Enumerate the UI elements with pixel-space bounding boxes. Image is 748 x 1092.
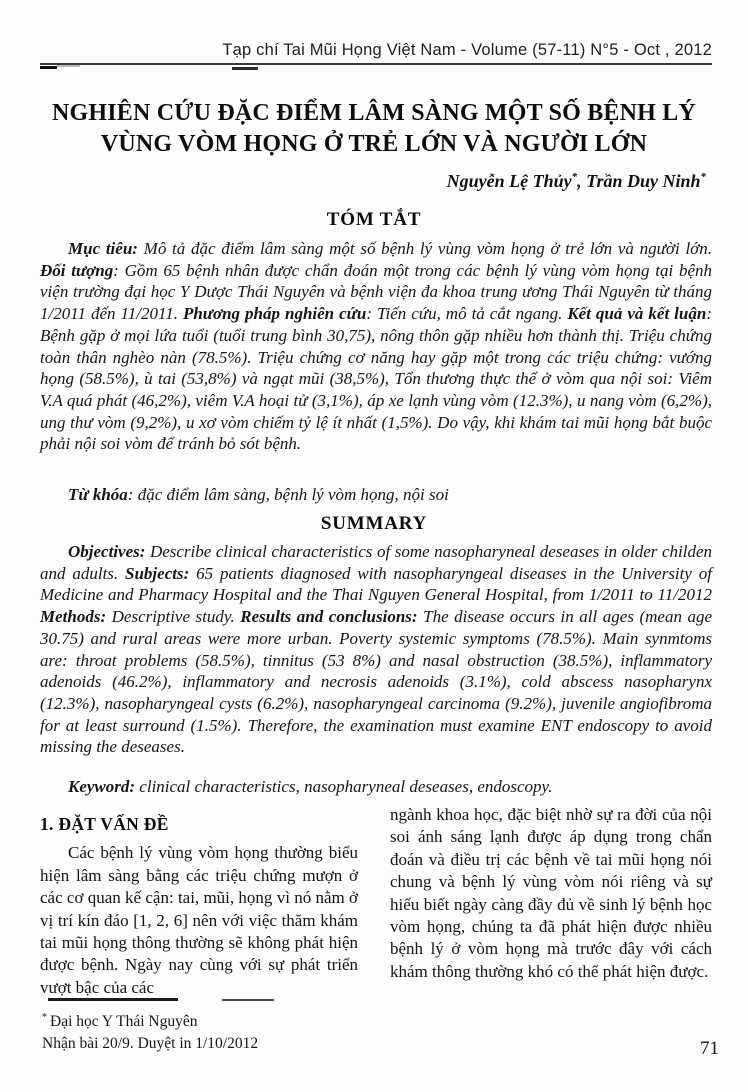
- abstract-paragraph-vi: Mục tiêu: Mô tả đặc điểm lâm sàng một số bệnh lý vùng vòm họng ở trẻ lớn và người lớn. Đối tượng: Gồm 65 bệnh nhân được chẩn đoán một trong các bệnh lý vùng vòm họng tại bệnh viện trường đại học Y Dược Thái Nguyên và bệnh viện đa khoa trung ương Thái Nguyên từ tháng 1/2011 đến 11/2011. Phương pháp nghiên cứu: Tiến cứu, mô tả cắt ngang. Kết quả và kết luận: Bệnh gặp ở mọi lứa tuổi (tuổi trung bình 30,75), nông thôn gặp nhiều hơn thành thị. Triệu chứng toàn thân nghèo nàn (78.5%). Triệu chứng cơ năng hay gặp một trong các triệu chứng: vướng họng (58.5%), ù tai (53,8%) và ngạt mũi (38,5%), Tổn thương thực thể ở vòm qua nội soi: Viêm V.A quá phát (46,2%), viêm V.A hoại tử (3,1%), áp xe lạnh vùng vòm (12.3%), u nang vòm (6,2%), ung thư vòm (9,2%), u xơ vòm chiếm tỷ lệ ít nhất (1,5%). Do vậy, khi khám tai mũi họng bắt buộc phải nội soi vòm để tránh bỏ sót bệnh.: [40, 239, 712, 454]
- footnote-dates: Nhận bài 20/9. Duyệt in 1/10/2012: [42, 1034, 259, 1052]
- abstract-heading-vi: TÓM TẮT: [326, 209, 422, 230]
- page-number: 71: [700, 1038, 719, 1059]
- author-affiliation-mark: *: [571, 171, 578, 183]
- paper-title: [18, 98, 730, 160]
- footnote-affiliation: Đại học Y Thái Nguyên: [50, 1013, 198, 1031]
- intro-paragraph-right: ngành khoa học, đặc biệt nhờ sự ra đời của nội soi ánh sáng lạnh được áp dụng trong chẩn đoán và điều trị các bệnh về tai mũi họng nói chung và bệnh lý vùng vòm nói riêng và sự hiểu biết ngày càng đầy đủ về sinh lý bệnh học vòm họng, chúng ta đã phát hiện được nhiều bệnh lý ở vòm họng mà trước đây với cách khám thông thường khó có thể phát hiện được.: [390, 805, 712, 981]
- keywords-en: Keyword: clinical characteristics, nasopharyneal deseases, endoscopy.: [68, 777, 553, 796]
- abstract-block-en: [40, 541, 712, 758]
- intro-heading: 1. ĐẶT VẤN ĐỀ: [40, 814, 169, 834]
- journal-header: Tạp chí Tai Mũi Họng Việt Nam - Volume (57-11) N°5 - Oct , 2012: [222, 41, 712, 59]
- header-rule-artifact: [40, 66, 57, 69]
- intro-column-right: [390, 804, 712, 999]
- intro-column-left: [40, 804, 358, 999]
- footnote-rule: [222, 999, 274, 1001]
- keywords-vi: Từ khóa: đặc điểm lâm sàng, bệnh lý vòm họng, nội soi: [68, 485, 449, 504]
- keywords-block-en: [40, 776, 712, 798]
- abstract-paragraph-en: Objectives: Describe clinical characteristics of some nasopharyneal deseases in older childen and adults. Subjects: 65 patients diagnosed with nasopharyngeal diseases in the University of Medicine and Pharmacy Hospital and the Thai Nguyen General Hospital, from 1/2011 to 11/2012 Methods: Descriptive study. Results and conclusions: The disease occurs in all ages (mean age 30.75) and rural areas were more urban. Poverty systemic symptoms (78.5%). Main synmtoms are: throat problems (58.5%), tinnitus (53 8%) and nasal obstruction (38.5%), inflammatory adenoids (46.2%), inflammatory and necrosis adenoids (3.1%), cold abscess nasopharynx (12.3%), nasopharyngeal cysts (6.2%), nasopharyngeal carcinoma (9.2%), juvenile angiofibroma for at least surround (1.5%). Therefore, the examination must examine ENT endoscopy to avoid missing the deseases.: [40, 542, 713, 757]
- header-rule-artifact: [57, 65, 80, 67]
- authors-line: [447, 171, 706, 192]
- keywords-block-vi: [40, 484, 712, 506]
- footnote: [42, 1007, 258, 1054]
- author-affiliation-mark: *: [700, 171, 706, 183]
- intro-columns: [40, 804, 712, 999]
- abstract-heading-en: SUMMARY: [320, 513, 428, 534]
- author-name: Nguyễn Lệ Thủy: [446, 171, 572, 191]
- footnote-rule: [48, 998, 178, 1001]
- footnote-affiliation-line: [42, 1007, 258, 1033]
- footnote-mark: *: [42, 1012, 47, 1023]
- intro-paragraph-left: Các bệnh lý vùng vòm họng thường biểu hiện lâm sàng bằng các triệu chứng mượn ở các cơ quan kế cận: tai, mũi, họng vì nó nằm ở vị trí kín đáo [1, 2, 6] nên với việc thăm khám tai mũi họng thông thường sẽ không phát hiện được bệnh. Ngày nay cùng với sự phát triển vượt bậc của các: [40, 843, 358, 997]
- author-name: Trần Duy Ninh: [586, 171, 701, 191]
- header-rule: [40, 63, 712, 65]
- header-rule-artifact: [232, 67, 258, 70]
- paper-title-line1: NGHIÊN CỨU ĐẶC ĐIỂM LÂM SÀNG MỘT SỐ BỆNH LÝ: [52, 100, 696, 126]
- abstract-block-vi: [40, 238, 712, 455]
- paper-title-line2: VÙNG VÒM HỌNG Ở TRẺ LỚN VÀ NGƯỜI LỚN: [100, 131, 648, 157]
- authors-separator: ,: [577, 171, 587, 191]
